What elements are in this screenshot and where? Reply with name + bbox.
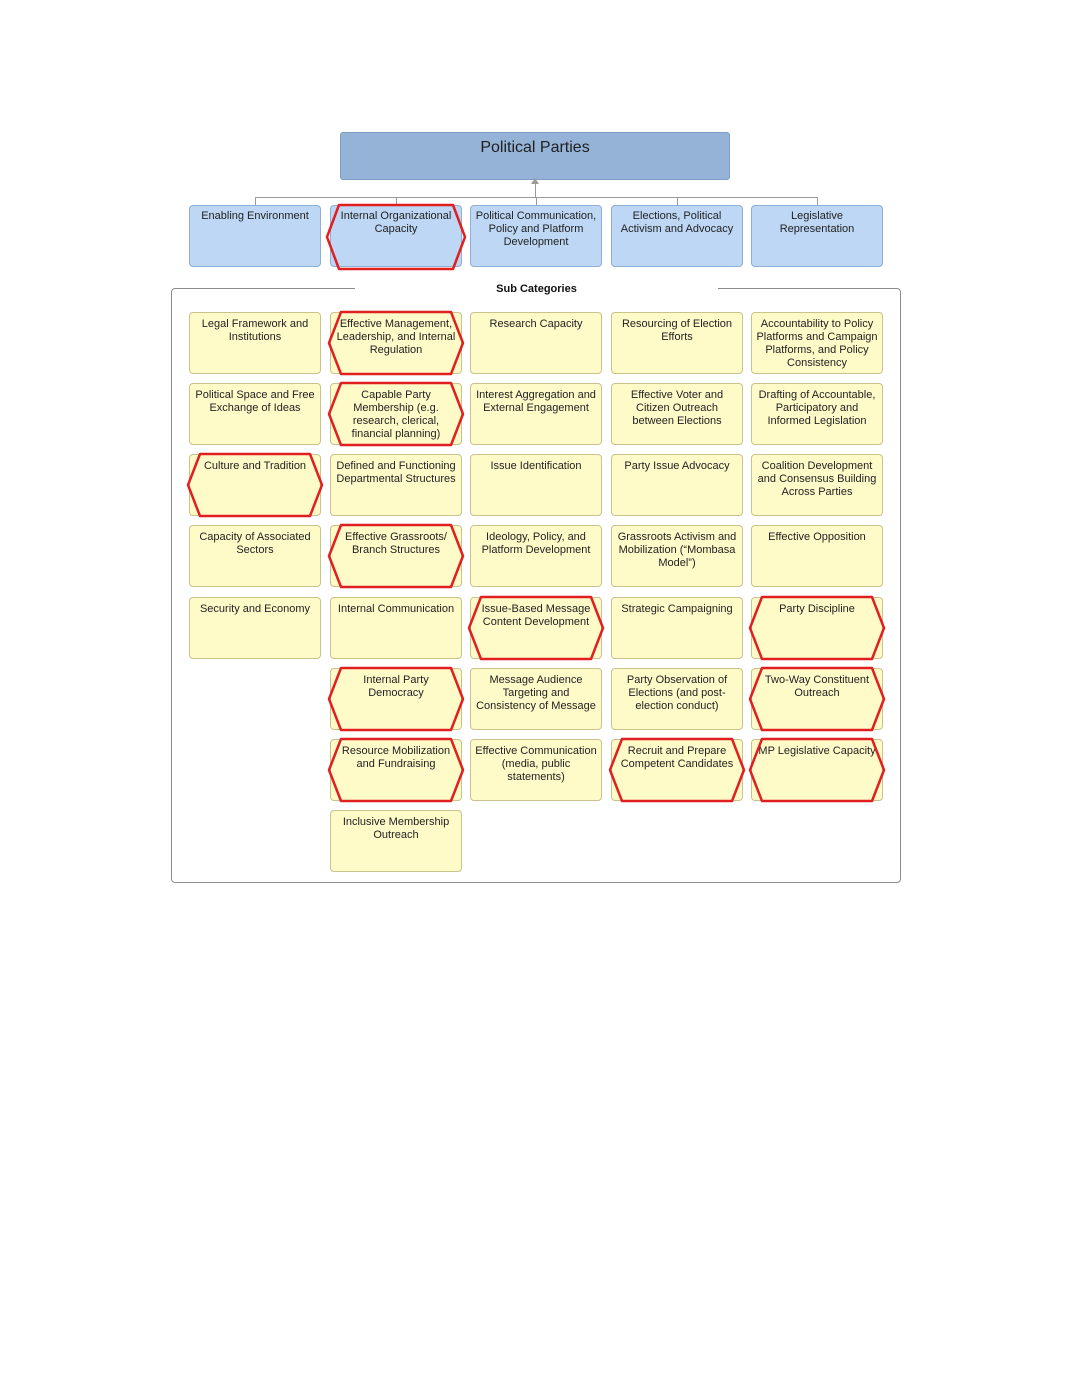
subcategory-box: Party Observation of Elections (and post-election conduct) — [611, 668, 743, 730]
subcategory-box: Political Space and Free Exchange of Ideas — [189, 383, 321, 445]
subcategory-box: Coalition Development and Consensus Building Across Parties — [751, 454, 883, 516]
connector-arrow-icon — [531, 178, 539, 184]
category-connector-2 — [396, 197, 397, 205]
subcategory-box: Effective Opposition — [751, 525, 883, 587]
subcategory-box: Drafting of Accountable, Participatory and Informed Legislation — [751, 383, 883, 445]
subcategories-title: Sub Categories — [355, 281, 718, 297]
subcategory-box: Defined and Functioning Departmental Structures — [330, 454, 462, 516]
root-node: Political Parties — [340, 132, 730, 180]
category-connector-5 — [817, 197, 818, 205]
subcategory-box: Resource Mobilization and Fundraising — [330, 739, 462, 801]
category-connector-3 — [536, 197, 537, 205]
subcategory-box: Interest Aggregation and External Engagement — [470, 383, 602, 445]
subcategory-box: Capacity of Associated Sectors — [189, 525, 321, 587]
subcategory-box: Party Issue Advocacy — [611, 454, 743, 516]
subcategory-box: Effective Grassroots/ Branch Structures — [330, 525, 462, 587]
subcategory-box: Research Capacity — [470, 312, 602, 374]
subcategory-box: Strategic Campaigning — [611, 597, 743, 659]
subcategory-box: Ideology, Policy, and Platform Development — [470, 525, 602, 587]
subcategory-box: Inclusive Membership Outreach — [330, 810, 462, 872]
subcategory-box: Issue Identification — [470, 454, 602, 516]
subcategory-box: Capable Party Membership (e.g. research, clerical, financial planning) — [330, 383, 462, 445]
category-box: Internal Organizational Capacity — [330, 205, 462, 267]
category-connector-1 — [255, 197, 256, 205]
subcategory-box: Culture and Tradition — [189, 454, 321, 516]
category-box: Legislative Representation — [751, 205, 883, 267]
subcategory-box: Effective Voter and Citizen Outreach between Elections — [611, 383, 743, 445]
subcategory-box: Grassroots Activism and Mobilization (“Mombasa Model”) — [611, 525, 743, 587]
subcategory-box: Accountability to Policy Platforms and Campaign Platforms, and Policy Consistency — [751, 312, 883, 374]
subcategory-box: Recruit and Prepare Competent Candidates — [611, 739, 743, 801]
subcategory-box: Security and Economy — [189, 597, 321, 659]
subcategory-box: Message Audience Targeting and Consistency of Message — [470, 668, 602, 730]
category-box: Elections, Political Activism and Advocacy — [611, 205, 743, 267]
subcategory-box: Internal Communication — [330, 597, 462, 659]
category-box: Political Communication, Policy and Platform Development — [470, 205, 602, 267]
subcategory-box: Effective Communication (media, public statements) — [470, 739, 602, 801]
subcategory-box: MP Legislative Capacity — [751, 739, 883, 801]
subcategory-box: Party Discipline — [751, 597, 883, 659]
category-box: Enabling Environment — [189, 205, 321, 267]
category-connector-4 — [677, 197, 678, 205]
subcategory-box: Legal Framework and Institutions — [189, 312, 321, 374]
subcategory-box: Effective Management, Leadership, and Internal Regulation — [330, 312, 462, 374]
subcategory-box: Issue-Based Message Content Development — [470, 597, 602, 659]
subcategory-box: Internal Party Democracy — [330, 668, 462, 730]
subcategory-box: Resourcing of Election Efforts — [611, 312, 743, 374]
subcategory-box: Two-Way Constituent Outreach — [751, 668, 883, 730]
